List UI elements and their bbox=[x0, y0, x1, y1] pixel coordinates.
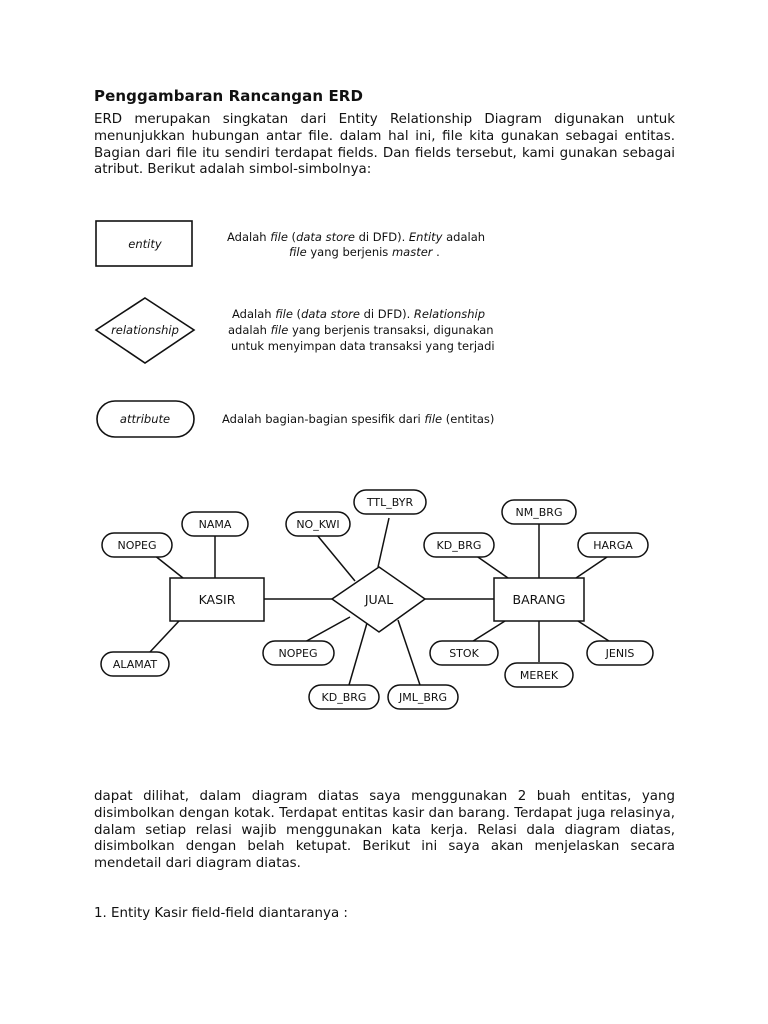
connector-barang-jenis bbox=[578, 621, 612, 643]
connector-jual-nopeg bbox=[303, 617, 350, 643]
attr-jual-nopeg-label: NOPEG bbox=[278, 647, 318, 660]
list-item-entity-kasir: 1. Entity Kasir field-field diantaranya : bbox=[94, 906, 348, 921]
attribute-symbol-label: attribute bbox=[119, 412, 171, 426]
connector-jual-jml-brg bbox=[398, 620, 420, 685]
attr-barang-kd-brg-label: KD_BRG bbox=[436, 539, 482, 552]
entity-desc-line-2: file yang berjenis master . bbox=[289, 245, 440, 259]
connector-jual-ttl-byr bbox=[378, 518, 389, 567]
connector-barang-harga bbox=[576, 555, 610, 578]
attr-harga-label: HARGA bbox=[593, 539, 633, 552]
attribute-desc-line-1: Adalah bagian-bagian spesifik dari file (entitas) bbox=[222, 412, 495, 426]
attr-jml-brg-label: JML_BRG bbox=[398, 691, 448, 704]
entity-kasir-label: KASIR bbox=[198, 592, 236, 607]
connector-kasir-alamat bbox=[150, 621, 179, 652]
attr-ttl-byr-label: TTL_BYR bbox=[366, 496, 414, 509]
intro-paragraph: ERD merupakan singkatan dari Entity Relationship Diagram digunakan untuk menunjukkan hubungan antar file. dalam hal ini, file kita gunakan sebagai entitas. Bagian dari file itu sendiri terdapat fields. Dan fields tersebut, kami gunakan sebagai atribut. Berikut adalah simbol-simbolnya: bbox=[94, 112, 675, 178]
attr-merek-label: MEREK bbox=[519, 669, 559, 682]
attr-stok-label: STOK bbox=[449, 647, 479, 660]
attr-kasir-nopeg-label: NOPEG bbox=[117, 539, 157, 552]
connector-barang-stok bbox=[470, 621, 505, 643]
page-title: Penggambaran Rancangan ERD bbox=[94, 87, 364, 105]
relationship-desc-line-1: Adalah file (data store di DFD). Relationship bbox=[232, 307, 486, 321]
connector-jual-no-kwi bbox=[317, 535, 355, 581]
connector-barang-kd-brg bbox=[475, 555, 508, 578]
attr-nama-label: NAMA bbox=[198, 518, 232, 531]
relationship-symbol-label: relationship bbox=[111, 323, 179, 337]
attr-no-kwi-label: NO_KWI bbox=[296, 518, 340, 531]
connector-jual-kd-brg bbox=[349, 623, 367, 685]
entity-barang-label: BARANG bbox=[512, 592, 566, 607]
erd-symbol-legend bbox=[0, 200, 768, 450]
entity-desc-line-1: Adalah file (data store di DFD). Entity adalah bbox=[227, 230, 486, 244]
relationship-desc-line-3: untuk menyimpan data transaksi yang terjadi bbox=[231, 339, 495, 353]
entity-symbol-label: entity bbox=[128, 237, 162, 251]
relationship-jual-label: JUAL bbox=[364, 592, 394, 607]
erd-diagram bbox=[0, 480, 768, 720]
closing-paragraph: dapat dilihat, dalam diagram diatas saya menggunakan 2 buah entitas, yang disimbolkan dengan kotak. Terdapat entitas kasir dan barang. Terdapat juga relasinya, dalam setiap relasi wajib menggunakan kata kerja. Relasi dala diagram diatas, disimbolkan dengan belah ketupat. Berikut ini saya akan menjelaskan secara mendetail dari diagram diatas. bbox=[94, 789, 675, 872]
relationship-desc-line-2: adalah file yang berjenis transaksi, digunakan bbox=[228, 323, 494, 337]
connector-kasir-nopeg bbox=[154, 555, 183, 578]
attr-nm-brg-label: NM_BRG bbox=[515, 506, 563, 519]
attr-jual-kd-brg-label: KD_BRG bbox=[321, 691, 367, 704]
attr-jenis-label: JENIS bbox=[605, 647, 635, 660]
attr-alamat-label: ALAMAT bbox=[112, 658, 158, 671]
